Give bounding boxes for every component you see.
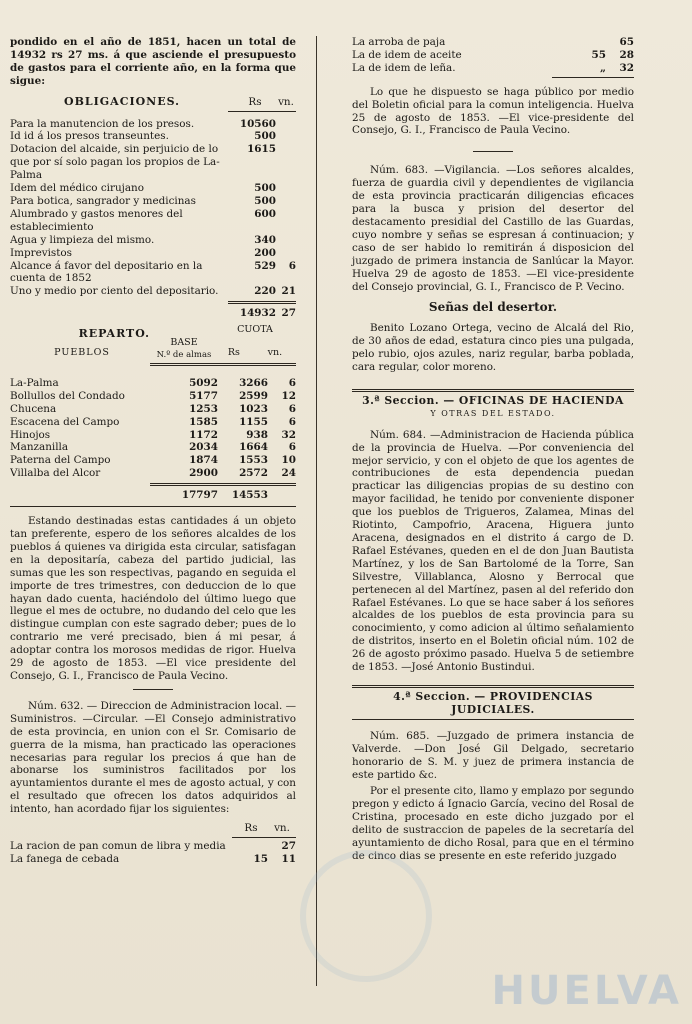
row-label: Para botica, sangrador y medicinas — [10, 194, 196, 207]
table-row — [10, 208, 296, 234]
table-row — [10, 234, 296, 247]
row-base: 1172 — [189, 428, 218, 441]
row-vn: 24 — [281, 467, 296, 480]
row-rs: 1615 — [247, 143, 276, 156]
row-label: Para la manutencion de los presos. — [10, 117, 195, 130]
obligaciones-title: OBLIGACIONES. — [64, 95, 180, 108]
prices-table-right — [352, 36, 634, 75]
prices-header: Rs vn. — [244, 822, 290, 835]
row-label: Alumbrado y gastos menores del establecimiento — [10, 207, 183, 233]
table-row — [10, 130, 296, 143]
table-row — [10, 853, 296, 866]
row-label: Id id á los presos transeuntes. — [10, 130, 169, 143]
reparto-table — [10, 377, 296, 480]
table-row — [10, 441, 296, 454]
reparto-header: REPARTO. PUEBLOS BASE N.º de almas CUOTA Rs vn. — [10, 324, 296, 360]
row-rs: 2599 — [239, 389, 268, 402]
row-vn: 28 — [619, 48, 634, 61]
row-rs: 600 — [254, 207, 276, 220]
table-row — [10, 429, 296, 442]
row-base: 1253 — [189, 402, 218, 415]
table-row — [10, 454, 296, 467]
row-label: La fanega de cebada — [10, 852, 120, 865]
table-row — [10, 377, 296, 390]
row-base: 2034 — [189, 441, 218, 454]
publico-paragraph: Lo que he dispuesto se haga público por medio del Boletin oficial para la comun inteligencia. Huelva 25 de agosto de 1853. —El vice-presidente del Consejo, G. I., Francisco de Paula Vecino. — [352, 85, 634, 137]
obligaciones-table — [10, 118, 296, 299]
section-3-heading: 3.ª Seccion. — OFICINAS DE HACIENDA — [362, 393, 624, 407]
table-row — [10, 143, 296, 182]
row-rs: 529 — [254, 259, 276, 272]
row-pueblo: Escacena del Campo — [10, 415, 120, 428]
row-label: La de idem de aceite — [352, 48, 462, 61]
table-row — [352, 62, 634, 75]
table-row — [352, 36, 634, 49]
row-rs: 340 — [254, 233, 276, 246]
table-row — [10, 467, 296, 480]
row-label: La arroba de paja — [352, 36, 446, 48]
row-label: Uno y medio por ciento del depositario. — [10, 285, 219, 298]
notice-683: Núm. 683. —Vigilancia. —Los señores alcaldes, fuerza de guardia civil y dependientes de vigilancia de esta provincia practicarán diligencias eficaces para la busca y prision del desertor del destacamento presidial del Castillo de las Guardas, cuyo nombre y señas se espresan á continuacion; y caso de ser habido lo remitirán á disposicion del juzgado de primera instancia de Sanlúcar la Mayor. Huelva 29 de agosto de 1853. —El vice-presidente del Consejo provincial, G. I., Francisco de P. Vecino. — [352, 164, 634, 293]
row-rs: 1553 — [239, 454, 268, 467]
section-4-heading: 4.ª Seccion. — PROVIDENCIAS JUDICIALES. — [393, 689, 593, 716]
row-rs: 15 — [253, 852, 268, 865]
row-rs: 2572 — [239, 467, 268, 480]
table-row — [352, 49, 634, 62]
row-rs: 1664 — [239, 441, 268, 454]
reparto-title: REPARTO. — [78, 327, 150, 341]
table-row — [10, 403, 296, 416]
citacion-paragraph: Por el presente cito, llamo y emplazo por segundo pregon y edicto á Ignacio García, vecino del Rosal de Cristina, procesado en este dicho juzgado por el delito de sustraccion de papeles de la secretaría del ayuntamiento de dicho Rosal, para que en el término de cinco dias se presente en este referido juzgado — [352, 785, 634, 862]
row-label: Alcance á favor del depositario en la cuenta de 1852 — [10, 259, 203, 285]
row-rs: 1023 — [239, 402, 268, 415]
table-row — [10, 390, 296, 403]
obligaciones-header: OBLIGACIONES. Rs vn. — [10, 96, 296, 109]
row-vn: 10 — [281, 454, 296, 467]
row-rs: 1155 — [239, 415, 268, 428]
reparto-total: 17797 14553 — [181, 489, 268, 502]
row-vn: 6 — [288, 415, 296, 428]
row-rs: 220 — [254, 285, 276, 298]
prices-table-left — [10, 840, 296, 866]
row-vn: 6 — [288, 441, 296, 454]
row-vn: 65 — [619, 36, 634, 48]
row-label: Dotacion del alcaide, sin perjuicio de lo que por sí solo pagan los propios de La-Palma — [10, 143, 220, 182]
row-vn: 27 — [281, 839, 296, 852]
section-3-subheading: Y OTRAS DEL ESTADO. — [430, 408, 556, 418]
row-rs: 500 — [254, 130, 276, 143]
table-row — [10, 840, 296, 853]
row-vn: 32 — [281, 428, 296, 441]
intro-paragraph: pondido en el año de 1851, hacen un total de 14932 rs 27 ms. á que asciende el presupuesto de gastos para el corriente año, en la forma que sigue: — [10, 36, 296, 87]
notice-685: Núm. 685. —Juzgado de primera instancia de Valverde. —Don José Gil Delgado, secretario honorario de S. M. y juez de primera instancia de este partido &c. — [352, 729, 634, 781]
row-pueblo: Bollullos del Condado — [10, 389, 125, 402]
notice-684: Núm. 684. —Administracion de Hacienda pública de la provincia de Huelva. —Por conveniencia del mejor servicio, y con el objeto de que los agentes de contribuciones de esta dependencia puedan practicar las diligencias propias de su destino con mayor facilidad, he tenido por conveniente disponer que los pueblos de Trigueros, Zalamea, Minas del Riotinto, Campofrio, Aracena, Higuera junto Aracena, designados en el distrito á cargo de D. Rafael Estévanes, queden en el de don Juan Bautista Martínez, y los de San Bartolomé de la Torre, San Silvestre, Villablanca, Alosno y Berrocal que pertenecen al del Martínez, pasen al del referido don Rafael Estévanes. Lo que se hace saber á los señores alcaldes de los pueblos de esta provincia para su conocimiento, y como adicion al último señalamiento de distritos, inserto en el Boletin oficial núm. 102 de 26 de agosto próximo pasado. Huelva 5 de setiembre de 1853. —José Antonio Bustindui. — [352, 428, 634, 674]
table-row — [10, 182, 296, 195]
row-pueblo: Chucena — [10, 402, 57, 415]
row-label: Agua y limpieza del mismo. — [10, 233, 155, 246]
row-pueblo: La-Palma — [10, 376, 59, 389]
row-label: La de idem de leña. — [352, 61, 456, 74]
row-rs: 200 — [254, 246, 276, 259]
row-rs: 938 — [246, 428, 268, 441]
right-column — [352, 36, 634, 863]
row-rs: 500 — [254, 182, 276, 195]
senas-title: Señas del desertor. — [428, 300, 558, 315]
row-base: 5177 — [189, 389, 218, 402]
reparto-circular-paragraph: Estando destinadas estas cantidades á un objeto tan preferente, espero de los señores alcaldes de los pueblos á quienes va dirigida esta circular, satisfagan en la depositaría, cabeza del partido judicial, las sumas que les son respectivas, pagando en seguida el importe de tres trimestres, con deduccion de lo que hayan dado cuenta, haciéndolo del último luego que llegue el mes de octubre, no dudando del celo que les distingue cumplan con este sagrado deber; pues de lo contrario me veré precisado, bien á mi pesar, á adoptar contra los morosos medidas de rigor. Huelva 29 de agosto de 1853. —El vice presidente del Consejo, G. I., Francisco de Paula Vecino. — [10, 515, 296, 682]
row-base: 5092 — [189, 376, 218, 389]
row-vn: 6 — [288, 259, 296, 272]
table-row — [10, 195, 296, 208]
row-label: Idem del médico cirujano — [10, 182, 145, 195]
senas-paragraph: Benito Lozano Ortega, vecino de Alcalá del Rio, de 30 años de edad, estatura cinco pies una pulgada, pelo rubio, ojos azules, nariz regular, barba poblada, cara regular, color moreno. — [352, 322, 634, 374]
row-base: 1585 — [189, 415, 218, 428]
row-pueblo: Manzanilla — [10, 441, 69, 454]
row-vn: 21 — [281, 285, 296, 298]
row-vn: 6 — [288, 402, 296, 415]
row-base: 2900 — [189, 467, 218, 480]
left-column — [10, 36, 296, 866]
row-base: 1874 — [189, 454, 218, 467]
row-label: La racion de pan comun de libra y media — [10, 839, 226, 852]
row-vn: 11 — [281, 852, 296, 865]
notice-632: Núm. 632. — Direccion de Administracion local. —Suministros. —Circular. —El Consejo administrativo de esta provincia, en union con el Sr. Comisario de guerra de la misma, han practicado las operaciones necesarias para regular los precios á que han de abonarse los suministros facilitados por los ayuntamientos durante el mes de agosto actual, y con el resultado que ofrecen los datos adquiridos al intento, han acordado fijar los siguientes: — [10, 699, 296, 816]
row-pueblo: Hinojos — [10, 428, 51, 441]
row-rs: „ — [600, 61, 606, 74]
row-label: Imprevistos — [10, 246, 73, 259]
row-rs: 10560 — [239, 117, 276, 130]
row-rs: 3266 — [239, 376, 268, 389]
obligaciones-total: 14932 27 — [239, 307, 296, 320]
table-row — [10, 118, 296, 131]
table-row — [10, 247, 296, 260]
row-rs: 500 — [254, 194, 276, 207]
column-divider — [316, 36, 317, 986]
row-vn: 12 — [281, 389, 296, 402]
table-row — [10, 285, 296, 298]
table-row — [10, 416, 296, 429]
row-rs: 55 — [591, 48, 606, 61]
watermark: HUELVA — [491, 968, 682, 1014]
row-vn: 6 — [288, 376, 296, 389]
row-pueblo: Paterna del Campo — [10, 454, 111, 467]
table-row — [10, 260, 296, 286]
row-pueblo: Villalba del Alcor — [10, 467, 101, 480]
row-vn: 32 — [619, 61, 634, 74]
